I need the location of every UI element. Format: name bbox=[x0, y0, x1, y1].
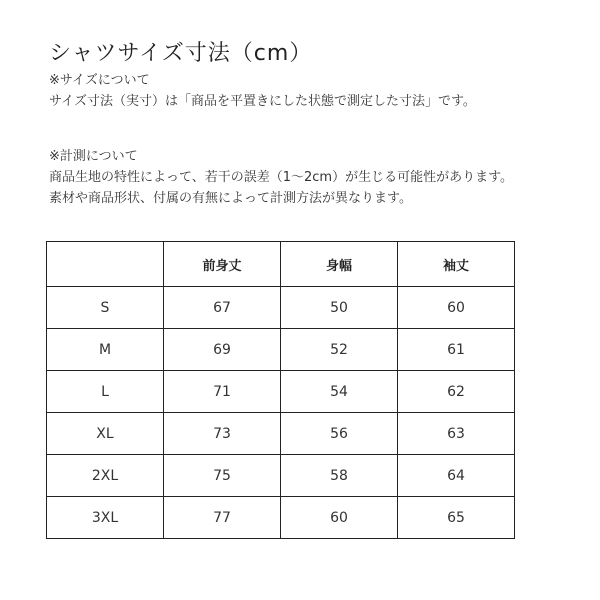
table-row bbox=[47, 455, 515, 497]
sleeve-length-cell: 63 bbox=[398, 413, 515, 455]
page-title: シャツサイズ寸法（cm） bbox=[49, 41, 313, 66]
table-header-row bbox=[47, 242, 515, 287]
header-cell-body-width: 身幅 bbox=[281, 242, 398, 287]
body-length-cell: 75 bbox=[164, 455, 281, 497]
size-cell: 2XL bbox=[47, 455, 164, 497]
table-row bbox=[47, 413, 515, 455]
body-length-cell: 71 bbox=[164, 371, 281, 413]
size-cell: L bbox=[47, 371, 164, 413]
sleeve-length-cell: 61 bbox=[398, 329, 515, 371]
body-width-cell: 52 bbox=[281, 329, 398, 371]
body-length-cell: 77 bbox=[164, 497, 281, 539]
body-width-cell: 60 bbox=[281, 497, 398, 539]
body-width-cell: 54 bbox=[281, 371, 398, 413]
sleeve-length-cell: 65 bbox=[398, 497, 515, 539]
size-note-text: サイズ寸法（実寸）は「商品を平置きにした状態で測定した寸法」です。 bbox=[49, 94, 476, 109]
table-row bbox=[47, 371, 515, 413]
body-width-cell: 50 bbox=[281, 287, 398, 329]
body-width-cell: 56 bbox=[281, 413, 398, 455]
header-cell-body-length: 前身丈 bbox=[164, 242, 281, 287]
size-note bbox=[49, 70, 476, 112]
size-cell: 3XL bbox=[47, 497, 164, 539]
measurement-note bbox=[49, 146, 513, 209]
size-cell: S bbox=[47, 287, 164, 329]
size-cell: M bbox=[47, 329, 164, 371]
measurement-note-text-1: 商品生地の特性によって、若干の誤差（1〜2cm）が生じる可能性があります。 bbox=[49, 170, 514, 185]
sleeve-length-cell: 64 bbox=[398, 455, 515, 497]
size-note-heading: ※サイズについて bbox=[49, 73, 150, 88]
body-length-cell: 69 bbox=[164, 329, 281, 371]
body-length-cell: 67 bbox=[164, 287, 281, 329]
table-row bbox=[47, 329, 515, 371]
body-width-cell: 58 bbox=[281, 455, 398, 497]
sleeve-length-cell: 60 bbox=[398, 287, 515, 329]
body-length-cell: 73 bbox=[164, 413, 281, 455]
table-row bbox=[47, 497, 515, 539]
size-cell: XL bbox=[47, 413, 164, 455]
size-table bbox=[46, 241, 515, 539]
header-cell-sleeve-length: 袖丈 bbox=[398, 242, 515, 287]
header-cell-size bbox=[47, 242, 164, 287]
measurement-note-text-2: 素材や商品形状、付属の有無によって計測方法が異なります。 bbox=[49, 191, 412, 206]
table-row bbox=[47, 287, 515, 329]
measurement-note-heading: ※計測について bbox=[49, 149, 138, 164]
sleeve-length-cell: 62 bbox=[398, 371, 515, 413]
